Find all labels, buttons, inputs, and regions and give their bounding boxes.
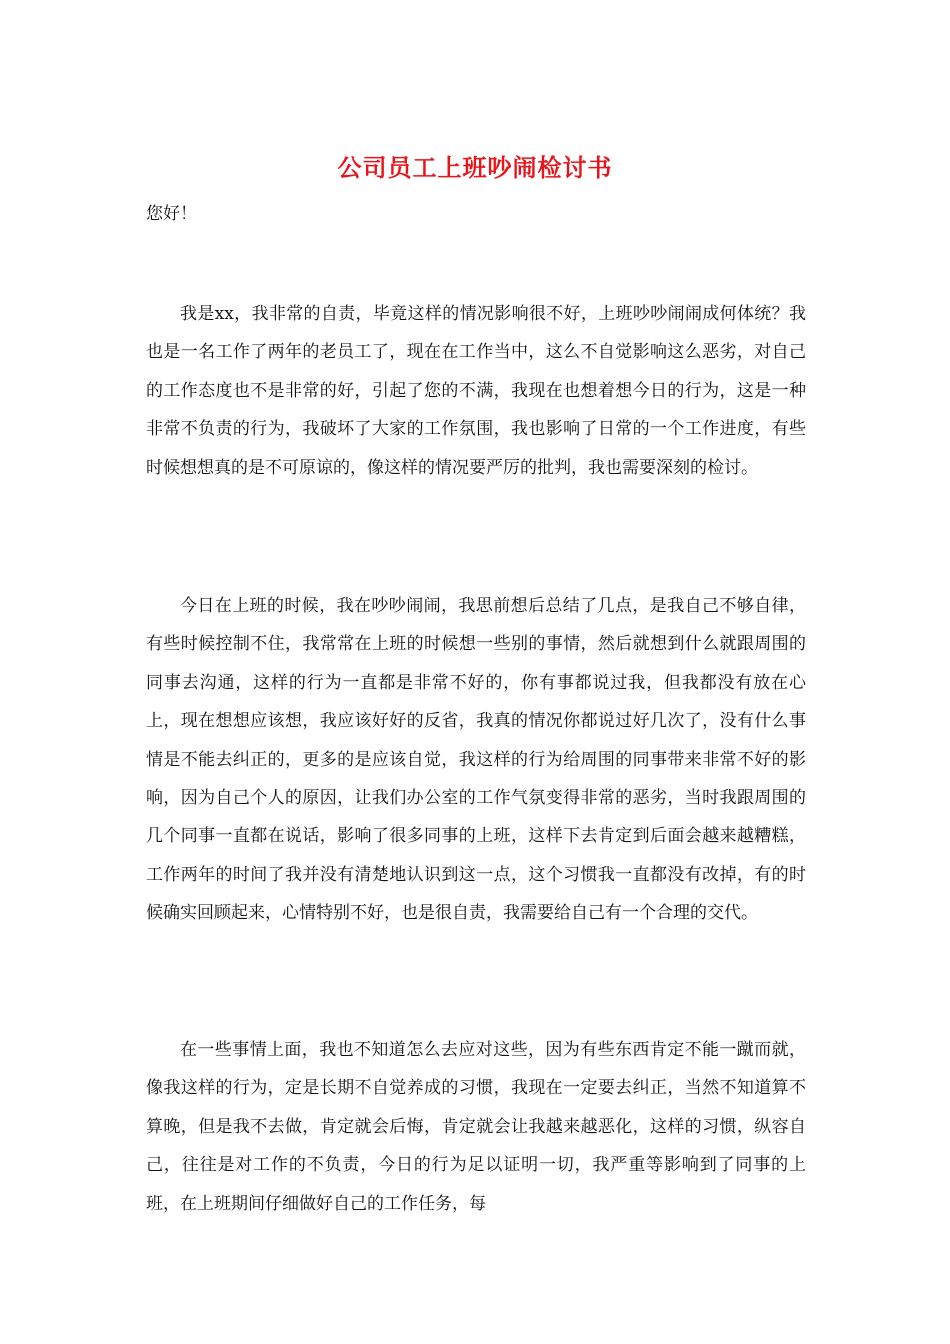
document-title: 公司员工上班吵闹检讨书 bbox=[337, 153, 613, 182]
greeting-text: 您好！ bbox=[146, 204, 197, 224]
body-paragraph-3: 在一些事情上面，我也不知道怎么去应对这些，因为有些东西肯定不能一蹴而就，像我这样的行为，定是长期不自觉养成的习惯，我现在一定要去纠正，当然不知道算不算晚，但是我不去做，肯定就会后悔，肯定就会让我越来越恶化，这样的习惯，纵容自己，往往是对工作的不负责，今日的行为足以证明一切，我严重等影响到了同事的上班，在上班期间仔细做好自己的工作任务，每 bbox=[146, 1040, 806, 1214]
body-paragraph-1: 我是xx，我非常的自责，毕竟这样的情况影响很不好，上班吵吵闹闹成何体统？我也是一名工作了两年的老员工了，现在在工作当中，这么不自觉影响这么恶劣，对自己的工作态度也不是非常的好，引起了您的不满，我现在也想着想今日的行为，这是一种非常不负责的行为，我破坏了大家的工作氛围，我也影响了日常的一个工作进度，有些时候想想真的是不可原谅的，像这样的情况要严厉的批判，我也需要深刻的检讨。 bbox=[146, 304, 806, 478]
body-paragraph-2: 今日在上班的时候，我在吵吵闹闹，我思前想后总结了几点，是我自己不够自律，有些时候控制不住，我常常在上班的时候想一些别的事情，然后就想到什么就跟周围的同事去沟通，这样的行为一直都是非常不好的，你有事都说过我，但我都没有放在心上，现在想想应该想，我应该好好的反省，我真的情况你都说过好几次了，没有什么事情是不能去纠正的，更多的是应该自觉，我这样的行为给周围的同事带来非常不好的影响，因为自己个人的原因，让我们办公室的工作气氛变得非常的恶劣，当时我跟周围的几个同事一直都在说话，影响了很多同事的上班，这样下去肯定到后面会越来越糟糕，工作两年的时间了我并没有清楚地认识到这一点，这个习惯我一直都没有改掉，有的时候确实回顾起来，心情特别不好，也是很自责，我需要给自己有一个合理的交代。 bbox=[146, 596, 806, 924]
